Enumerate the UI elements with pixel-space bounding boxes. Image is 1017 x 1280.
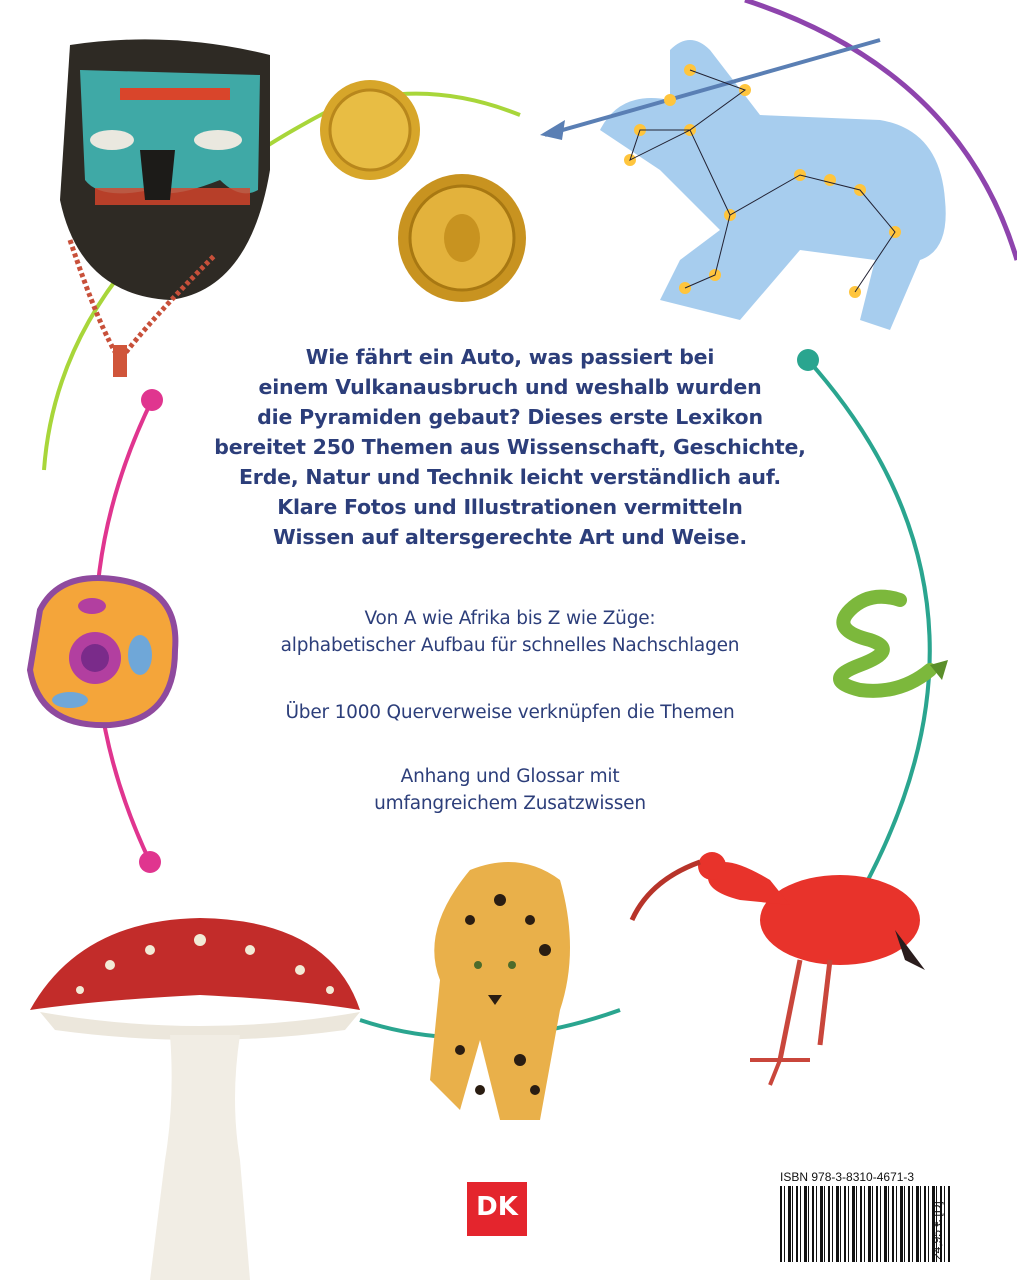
- dk-logo: DK: [467, 1182, 527, 1236]
- intro-line: einem Vulkanausbruch und weshalb wurden: [258, 375, 762, 399]
- gold-coin: [320, 80, 420, 180]
- intro-line: die Pyramiden gebaut? Dieses erste Lexikon: [257, 405, 763, 429]
- feature-line: Anhang und Glossar mit: [400, 766, 620, 787]
- barcode: [780, 1186, 950, 1262]
- intro-line: Wie fährt ein Auto, was passiert bei: [305, 345, 715, 369]
- feature-line: alphabetischer Aufbau für schnelles Nachschlagen: [280, 635, 740, 656]
- fly-agaric-mushroom: [30, 918, 360, 1280]
- intro-line: Klare Fotos und Illustrationen vermitteln: [277, 495, 743, 519]
- feature-cross-references: [150, 699, 870, 726]
- intro-line: Wissen auf altersgerechte Art und Weise.: [273, 525, 747, 549]
- intro-line: bereitet 250 Themen aus Wissenschaft, Geschichte,: [214, 435, 806, 459]
- jaguar: [430, 862, 570, 1120]
- feature-alphabetical: [150, 605, 870, 659]
- gold-coin-portrait: [398, 174, 526, 302]
- feature-line: umfangreichem Zusatzwissen: [374, 793, 646, 814]
- pink-dot-bottom: [139, 851, 161, 873]
- isbn-label: ISBN 978-3-8310-4671-3: [780, 1170, 915, 1184]
- intro-text: [150, 342, 870, 552]
- feature-line: Über 1000 Querverweise verknüpfen die Themen: [285, 702, 735, 723]
- feature-line: Von A wie Afrika bis Z wie Züge:: [364, 608, 656, 629]
- price-label: 24,95 € [D]: [930, 1201, 944, 1260]
- feature-appendix: [150, 763, 870, 817]
- intro-line: Erde, Natur und Technik leicht verständlich auf.: [238, 465, 782, 489]
- turquoise-mosaic-mask: [60, 39, 270, 377]
- centaur-constellation: [540, 40, 946, 330]
- scarlet-ibis: [632, 852, 925, 1085]
